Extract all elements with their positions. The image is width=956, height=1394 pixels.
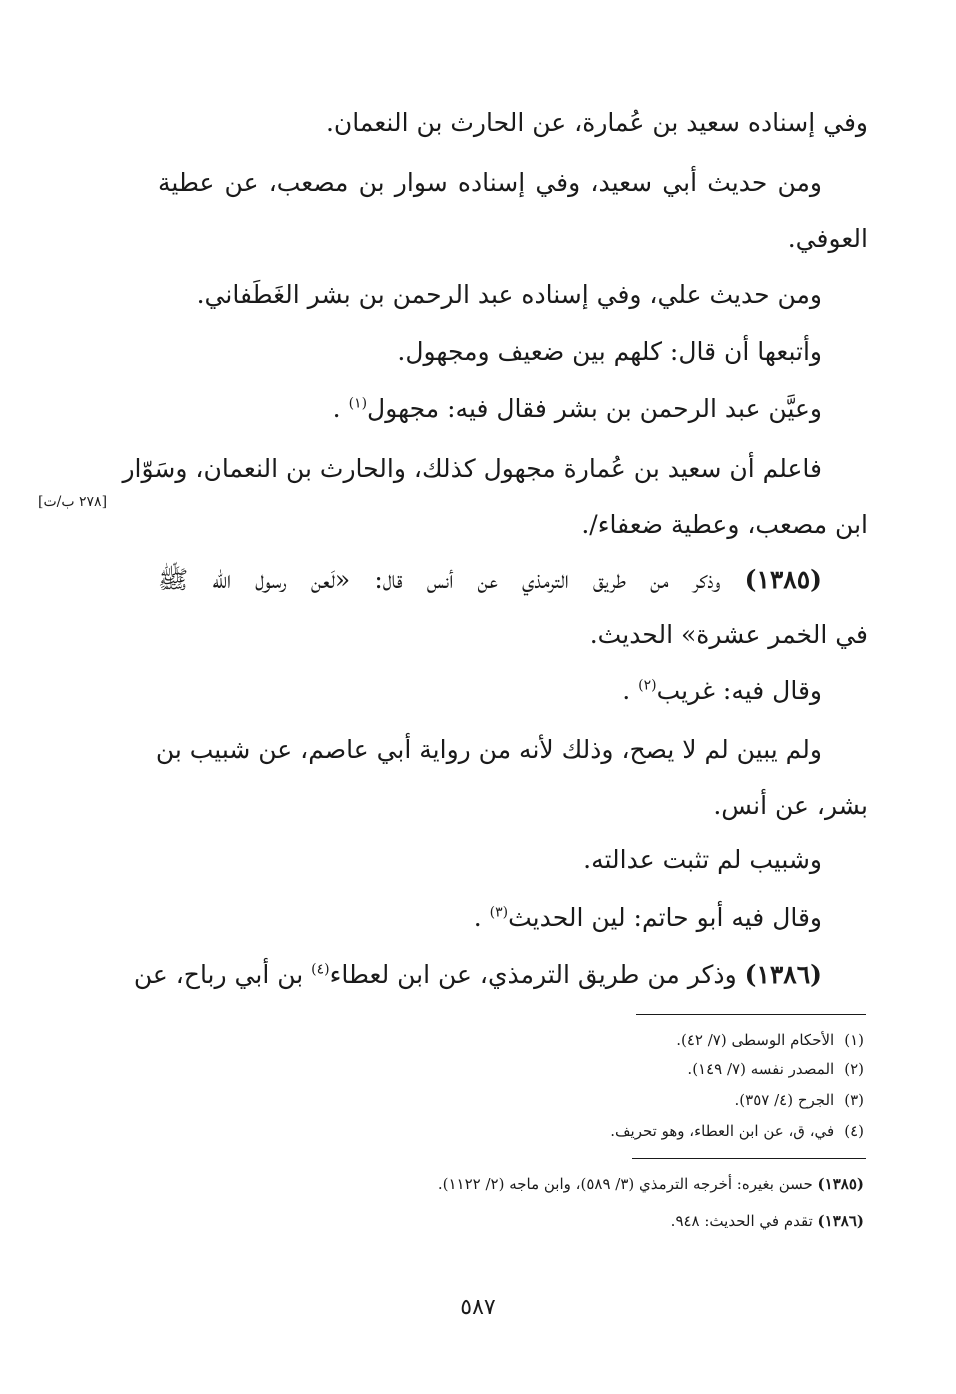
body-line: في الخمر عشرة» الحديث. xyxy=(589,620,868,649)
body-line: العوفي. xyxy=(787,224,868,253)
footnote xyxy=(676,1029,864,1051)
body-line: وعيَّن عبد الرحمن بن بشر فقال فيه: مجهول$^{(١)}$ . xyxy=(332,394,822,423)
body-line: ابن مصعب، وعطية ضعفاء/. xyxy=(581,510,868,539)
takhrij-note xyxy=(438,1173,864,1195)
body-text: بن أبي رباح، عن xyxy=(133,960,304,989)
body-text: وقال فيه أبو حاتم: لين الحديث xyxy=(508,903,822,932)
footnote-number: (٤) xyxy=(844,1122,864,1140)
footnote-text: الجرح (٤/ ٣٥٧). xyxy=(734,1091,835,1109)
footnote-divider xyxy=(636,1014,866,1015)
body-line: ومن حديث أبي سعيد، وفي إسناده سوار بن مصعب، عن عطية xyxy=(158,168,822,197)
body-text: وذكر من طريق الترمذي عن أنس قال: «لَعن رسول الله ﷺ xyxy=(158,565,721,594)
body-line: وقال فيه: غريب$^{(٢)}$ . xyxy=(622,676,822,705)
body-line: وأتبعها أن قال: كلهم بين ضعيف ومجهول. xyxy=(397,337,822,366)
footnote xyxy=(610,1120,864,1142)
body-text: وذكر من طريق الترمذي، عن ابن لعطاء xyxy=(329,960,737,989)
takhrij-text: حسن بغيره: أخرجه الترمذي (٣/ ٥٨٩)، وابن ماجه (٢/ ١١٢٢). xyxy=(437,1175,813,1193)
hadith-number: (١٣٨٥) xyxy=(744,565,823,594)
footnote-ref: (٤) xyxy=(311,961,330,978)
body-line: وقال فيه أبو حاتم: لين الحديث$^{(٣)}$ . xyxy=(473,903,822,932)
takhrij-text: تقدم في الحديث: ٩٤٨. xyxy=(670,1212,813,1230)
footnote xyxy=(735,1089,864,1111)
footnote-number: (٢) xyxy=(844,1060,864,1078)
takhrij-number: (١٣٨٦) xyxy=(817,1212,864,1230)
footnote-text: الأحكام الوسطى (٧/ ٤٢). xyxy=(676,1031,835,1049)
body-text: وقال فيه: غريب xyxy=(656,676,822,705)
hadith-number: (١٣٨٦) xyxy=(744,960,822,989)
body-text: وعيَّن عبد الرحمن بن بشر فقال فيه: مجهول xyxy=(367,394,822,423)
footnote-number: (١) xyxy=(844,1031,864,1049)
body-line: وفي إسناده سعيد بن عُمارة، عن الحارث بن النعمان. xyxy=(325,108,868,137)
body-line: ولم يبين لم لا يصح، وذلك لأنه من رواية أبي عاصم، عن شبيب بن xyxy=(155,735,822,764)
page-number: ٥٨٧ xyxy=(460,1295,496,1320)
body-line: وشبيب لم تثبت عدالته. xyxy=(583,845,822,874)
takhrij-divider xyxy=(632,1158,866,1159)
body-line: بشر، عن أنس. xyxy=(713,791,868,820)
footnote-ref: (٢) xyxy=(638,677,657,694)
footnote-ref: (٣) xyxy=(489,904,509,921)
footnote xyxy=(687,1058,864,1080)
takhrij-note xyxy=(671,1210,864,1232)
footnote-text: المصدر نفسه (٧/ ١٤٩). xyxy=(687,1060,835,1078)
margin-note: [٢٧٨ ب/ت] xyxy=(38,494,108,510)
body-line xyxy=(158,563,822,597)
footnote-text: في، ق، عن ابن العطاء، وهو تحريف. xyxy=(610,1122,835,1140)
footnote-ref: (١) xyxy=(348,395,368,412)
takhrij-number: (١٣٨٥) xyxy=(817,1175,864,1193)
body-line: فاعلم أن سعيد بن عُمارة مجهول كذلك، والحارث بن النعمان، وسَوّار xyxy=(122,454,822,483)
body-line xyxy=(133,958,822,992)
body-line: ومن حديث علي، وفي إسناده عبد الرحمن بن بشر الغَطَفاني. xyxy=(196,280,822,309)
footnote-number: (٣) xyxy=(844,1091,864,1109)
